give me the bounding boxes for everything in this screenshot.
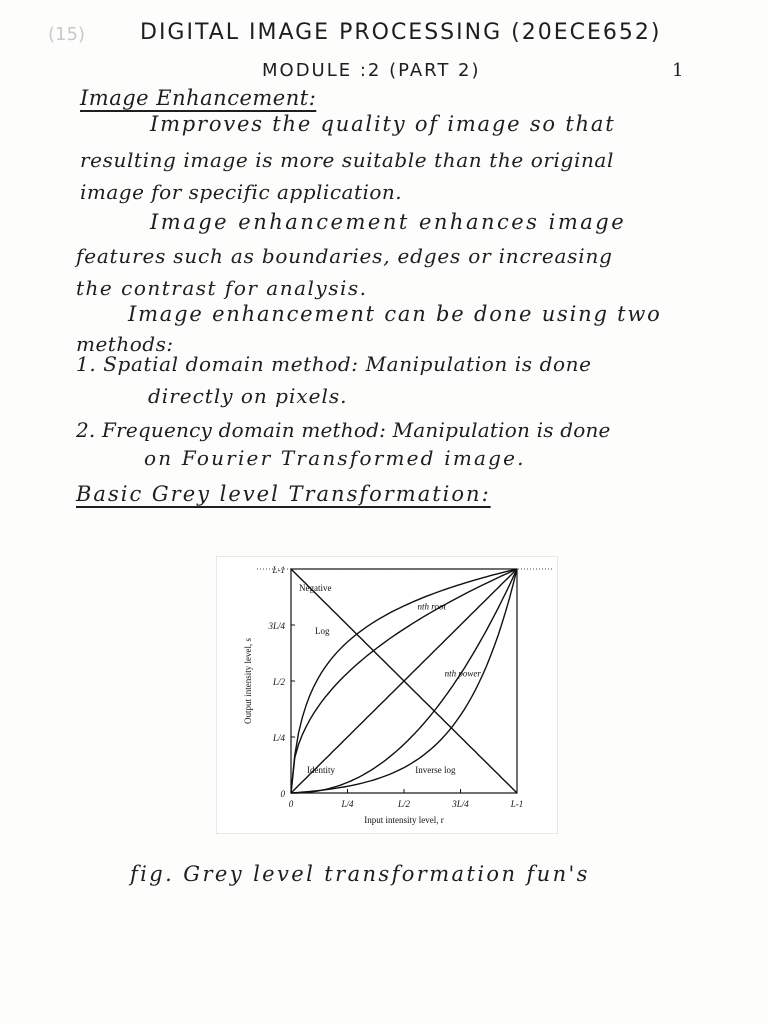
text-line: methods:	[76, 332, 174, 356]
label-nth-root: nth root	[417, 601, 446, 612]
y-tick-label: 0	[280, 789, 285, 799]
label-negative: Negative	[299, 583, 332, 593]
margin-note: (15)	[48, 24, 85, 45]
text-line: resulting image is more suitable than the original	[80, 148, 614, 172]
transformation-graph	[217, 557, 557, 833]
x-tick-label: 3L/4	[452, 799, 469, 809]
figure-caption: fig. Grey level transformation fun's	[130, 862, 590, 886]
x-tick-label: L/2	[397, 799, 411, 809]
text-line: 2. Frequency domain method: Manipulation is done	[76, 418, 611, 442]
text-line: image for specific application.	[80, 180, 403, 204]
y-tick-label: L/4	[272, 733, 285, 743]
y-tick-label: 3L/4	[268, 621, 285, 631]
text-line: 1. Spatial domain method: Manipulation is done	[76, 352, 592, 376]
x-tick-label: L-1	[510, 799, 524, 809]
grey-level-transformation-figure	[216, 556, 558, 834]
page-title: DIGITAL IMAGE PROCESSING (20ECE652)	[140, 20, 662, 45]
x-tick-label: 0	[288, 799, 294, 809]
section-heading-grey-level: Basic Grey level Transformation:	[76, 482, 491, 506]
label-nth-power: nth power	[444, 668, 481, 679]
label-log: Log	[315, 625, 330, 636]
y-tick-label: L/2	[272, 677, 285, 687]
text-line: Improves the quality of image so that	[150, 112, 616, 136]
text-line: the contrast for analysis.	[76, 276, 368, 300]
x-axis-label: Input intensity level, r	[364, 815, 444, 825]
text-line: features such as boundaries, edges or increasing	[76, 244, 613, 268]
text-line: directly on pixels.	[148, 384, 348, 408]
text-line: on Fourier Transformed image.	[144, 446, 526, 470]
label-identity: Identity	[307, 764, 335, 775]
text-line: Image enhancement can be done using two	[128, 302, 662, 326]
y-axis-label: Output intensity level, s	[243, 638, 253, 724]
text-line: Image enhancement enhances image	[150, 210, 627, 234]
section-heading-image-enhancement: Image Enhancement:	[80, 86, 317, 110]
y-tick-label: L-1	[272, 565, 285, 575]
label-inverse-log: Inverse log	[415, 764, 456, 775]
page-subtitle: MODULE :2 (PART 2)	[262, 60, 481, 81]
page-number: 1	[672, 60, 684, 81]
x-tick-label: L/4	[341, 799, 354, 809]
